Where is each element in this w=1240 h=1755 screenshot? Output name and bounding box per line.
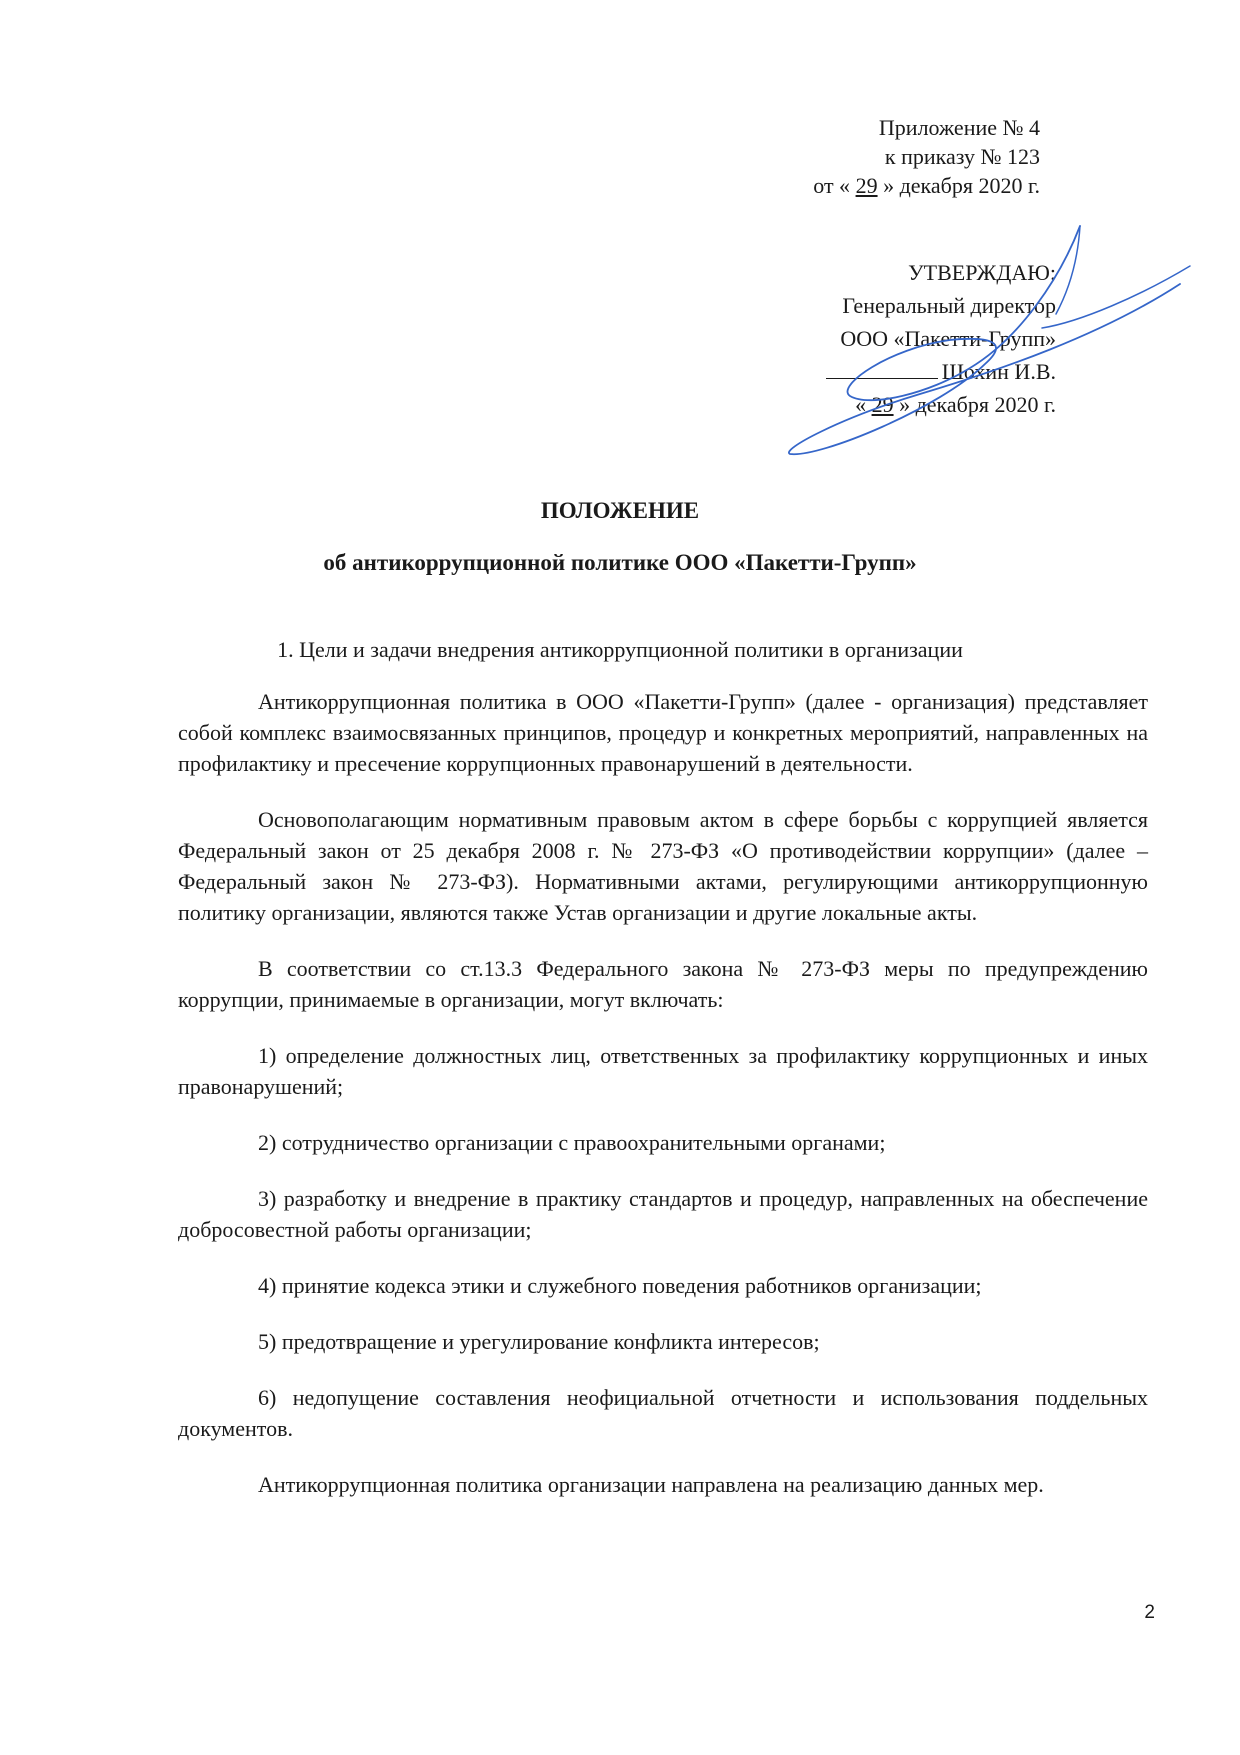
page-number: 2: [1144, 1602, 1155, 1623]
document-body: [178, 686, 1148, 1525]
approval-date-prefix: «: [855, 392, 867, 417]
list-item-6: 6) недопущение составления неофициальной отчетности и использования поддельных документов.: [178, 1385, 1148, 1441]
order-reference: к приказу № 123: [884, 144, 1040, 169]
list-item-4: 4) принятие кодекса этики и служебного поведения работников организации;: [258, 1273, 982, 1298]
paragraph-legal-basis: Основополагающим нормативным правовым актом в сфере борьбы с коррупцией является Федеральный закон от 25 декабря 2008 г. № 273-ФЗ «О противодействии коррупции» (далее – Федеральный закон № 273-ФЗ). Нормативными актами, регулирующими антикоррупционную политику организации, являются также Устав организации и другие локальные акты.: [178, 807, 1148, 925]
order-date: [813, 171, 1040, 200]
document-title: ПОЛОЖЕНИЕ: [540, 498, 700, 523]
paragraph-conclusion: Антикоррупционная политика организации направлена на реализацию данных мер.: [258, 1472, 1044, 1497]
approver-signature-line: [826, 355, 1056, 388]
order-date-suffix: » декабря 2020 г.: [883, 173, 1040, 198]
approver-company: ООО «Пакетти-Групп»: [840, 326, 1056, 351]
approval-block: [826, 256, 1056, 421]
list-item-3: 3) разработку и внедрение в практику стандартов и процедур, направленных на обеспечение добросовестной работы организации;: [178, 1186, 1148, 1242]
list-item-1: 1) определение должностных лиц, ответственных за профилактику коррупционных и иных правонарушений;: [178, 1043, 1148, 1099]
approver-name: Шохин И.В.: [941, 359, 1056, 384]
approval-heading: УТВЕРЖДАЮ:: [908, 260, 1056, 285]
approver-position: Генеральный директор: [842, 293, 1056, 318]
appendix-header: [813, 113, 1040, 200]
order-date-prefix: от «: [813, 173, 851, 198]
approval-date-day: 29: [871, 392, 894, 417]
approval-date-suffix: » декабря 2020 г.: [899, 392, 1056, 417]
approval-date: [826, 388, 1056, 421]
appendix-label: Приложение № 4: [878, 115, 1040, 140]
section-heading: 1. Цели и задачи внедрения антикоррупционной политики в организации: [277, 637, 963, 662]
signature-underline: [826, 378, 938, 379]
document-subtitle: об антикоррупционной политике ООО «Пакетти-Групп»: [323, 550, 917, 575]
paragraph-intro: Антикоррупционная политика в ООО «Пакетти-Групп» (далее - организация) представляет собой комплекс взаимосвязанных принципов, процедур и конкретных мероприятий, направленных на профилактику и пресечение коррупционных правонарушений в деятельности.: [178, 689, 1148, 776]
order-date-day: 29: [855, 173, 878, 198]
list-item-5: 5) предотвращение и урегулирование конфликта интересов;: [258, 1329, 820, 1354]
paragraph-measures-intro: В соответствии со ст.13.3 Федерального закона № 273-ФЗ меры по предупреждению коррупции, принимаемые в организации, могут включать:: [178, 956, 1148, 1012]
list-item-2: 2) сотрудничество организации с правоохранительными органами;: [258, 1130, 886, 1155]
